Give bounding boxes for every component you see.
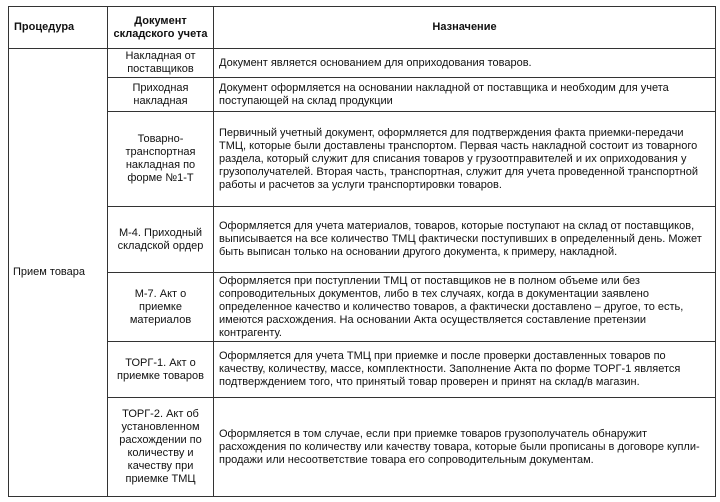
warehouse-documents-table [8, 6, 716, 497]
document-cell: М-7. Акт о приемке материалов [108, 273, 214, 342]
purpose-cell: Документ оформляется на основании накладной от поставщика и необходим для учета поступающей на склад продукции [214, 78, 716, 112]
table-row [9, 78, 716, 112]
table-row [9, 342, 716, 398]
purpose-cell: Оформляется при поступлении ТМЦ от поставщиков не в полном объеме или без сопроводительных документов, либо в тех случаях, когда в документации заявлено определенное качество и количество товаров, а фактически доставлено – другое, то есть, имеются расхождения. На основании Акта осуществляется составление претензии контрагенту. [214, 273, 716, 342]
document-cell: ТОРГ-2. Акт об установленном расхождении по количеству и качеству при приемке ТМЦ [108, 398, 214, 497]
purpose-cell: Первичный учетный документ, оформляется для подтверждения факта приемки-передачи ТМЦ, которые были доставлены транспортом. Первая часть накладной состоит из товарного раздела, который служит для списания товаров у грузоотправителей и их оприходования у грузополучателей. Вторая часть, транспортная, служит для учета проведенной транспортной работы и расчетов за услуги транспортировки товаров. [214, 112, 716, 207]
purpose-cell: Документ является основанием для оприходования товаров. [214, 49, 716, 78]
document-cell: Товарно-транспортная накладная по форме №1-Т [108, 112, 214, 207]
table-header-row [9, 7, 716, 49]
procedure-cell: Прием товара [9, 49, 108, 497]
table-row [9, 398, 716, 497]
table-row [9, 273, 716, 342]
table-row [9, 49, 716, 78]
table-row [9, 207, 716, 273]
document-cell: Приходная накладная [108, 78, 214, 112]
warehouse-documents-table-wrapper [8, 6, 715, 496]
header-procedure: Процедура [9, 7, 108, 49]
header-purpose: Назначение [214, 7, 716, 49]
document-cell: ТОРГ-1. Акт о приемке товаров [108, 342, 214, 398]
purpose-cell: Оформляется для учета ТМЦ при приемке и после проверки доставленных товаров по качеству, количеству, массе, комплектности. Заполнение Акта по форме ТОРГ-1 является подтверждением того, что принятый товар проверен и принят на склад/в магазин. [214, 342, 716, 398]
header-document: Документ складского учета [108, 7, 214, 49]
table-row [9, 112, 716, 207]
purpose-cell: Оформляется для учета материалов, товаров, которые поступают на склад от поставщиков, выписывается на все количество ТМЦ фактически поступивших в определенный день. Может быть выписан только на основании другого документа, к примеру, накладной. [214, 207, 716, 273]
document-cell: М-4. Приходный складской ордер [108, 207, 214, 273]
document-cell: Накладная от поставщиков [108, 49, 214, 78]
purpose-cell: Оформляется в том случае, если при приемке товаров грузополучатель обнаружит расхождения по количеству или качеству товара, которые были прописаны в договоре купли-продажи или несоответствие товара его сопроводительным документам. [214, 398, 716, 497]
